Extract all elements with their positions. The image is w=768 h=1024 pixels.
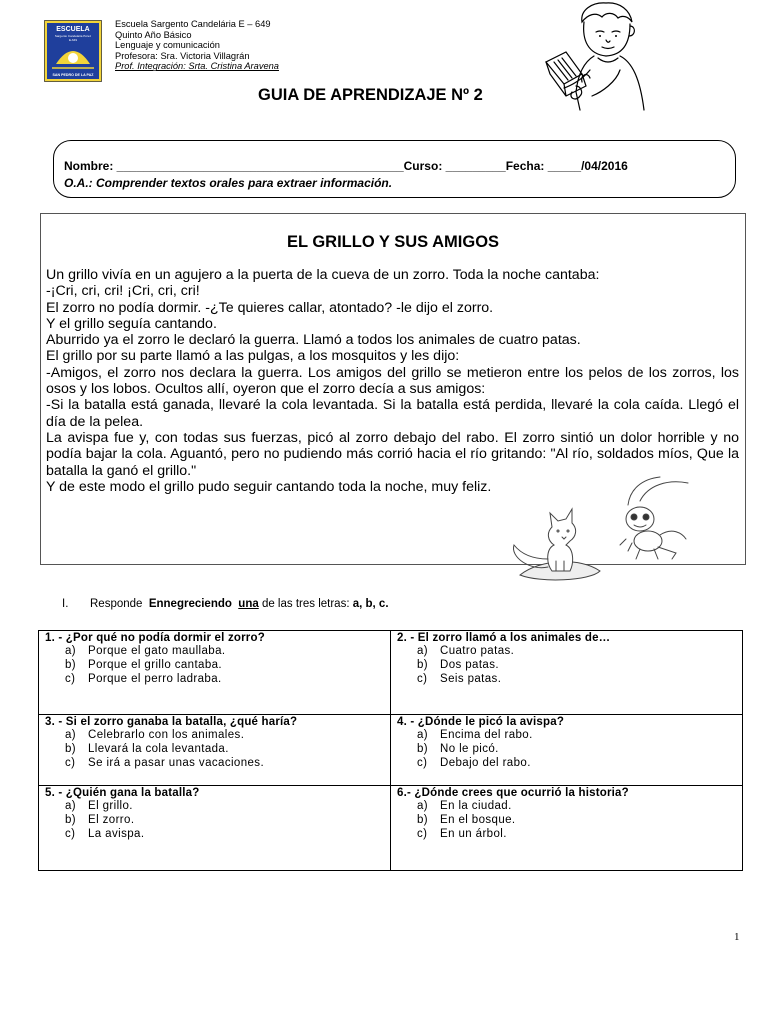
question-2: 2. - El zorro llamó a los animales de… [397,632,611,644]
option-2c[interactable]: c) Seis patas. [417,673,502,685]
instruction [62,598,389,610]
school-crest-logo [44,20,102,82]
instruction-pre: Responde [90,598,146,610]
option-2a[interactable]: a) Cuatro patas. [417,645,515,657]
story-line: -Amigos, el zorro nos declara la guerra. Los amigos del grillo se metieron entre los pelos de los zorros, los osos y los lobos. Ocultos allí, oyeron que el zorro decía a sus amigos: [46,364,739,398]
page-number: 1 [734,931,740,943]
option-4b[interactable]: b) No le picó. [417,743,499,755]
question-cell [39,786,391,871]
option-6c[interactable]: c) En un árbol. [417,828,507,840]
question-cell [39,715,391,786]
fox-and-cricket-illustration [500,475,700,585]
story-line: Aburrido ya el zorro le declaró la guerra. Llamó a todos los animales de cuatro patas. [46,332,581,349]
question-cell [391,715,743,786]
crest-footer: SAN PEDRO DE LA PAZ [52,73,94,77]
question-1: 1. - ¿Por qué no podía dormir el zorro? [45,632,265,644]
option-5a[interactable]: a) El grillo. [65,800,133,812]
question-cell [391,786,743,871]
questions-table [38,630,743,871]
option-6b[interactable]: b) En el bosque. [417,814,516,826]
option-3c[interactable]: c) Se irá a pasar unas vacaciones. [65,757,265,769]
option-4c[interactable]: c) Debajo del rabo. [417,757,531,769]
story-line: Un grillo vivía en un agujero a la puerta de la cueva de un zorro. Toda la noche cantaba: [46,267,600,283]
story-line: El grillo por su parte llamó a las pulgas, a los mosquitos y les dijo: [46,348,460,365]
story-line: La avispa fue y, con todas sus fuerzas, picó al zorro debajo del rabo. El zorro sintió un dolor horrible y no podía bajar la cola. Aguantó, pero no pudiendo más corrió hacia el río gritando: "Al río, soldados míos, Que la batalla la ganó el grillo." [46,429,739,479]
option-3b[interactable]: b) Llevará la cola levantada. [65,743,229,755]
story-line: Y el grillo seguía cantando. [46,315,217,332]
option-5c[interactable]: c) La avispa. [65,828,145,840]
option-6a[interactable]: a) En la ciudad. [417,800,512,812]
integration-teacher: Prof. Integración: Srta. Cristina Aravena [115,61,279,72]
option-1a[interactable]: a) Porque el gato maullaba. [65,645,226,657]
story-line: El zorro no podía dormir. -¿Te quieres callar, atontado? -le dijo el zorro. [46,299,494,316]
student-info-box [53,140,736,198]
instruction-bold: Ennegreciendo [148,598,232,610]
instruction-number: I. [62,598,69,610]
story-line: -¡Cri, cri, cri! ¡Cri, cri, cri! [46,283,200,300]
student-name-line: Nombre: ___________________________________________Curso: _________Fecha: _____/04/2016 [64,159,628,173]
option-1c[interactable]: c) Porque el perro ladraba. [65,673,222,685]
crest-number: E-649 [68,38,78,42]
subject: Lenguaje y comunicación [115,40,220,51]
question-4: 4. - ¿Dónde le picó la avispa? [397,716,565,728]
question-3: 3. - Si el zorro ganaba la batalla, ¿qué haría? [45,716,298,728]
story-line: Y de este modo el grillo pudo seguir cantando toda la noche, muy feliz. [46,478,492,495]
crest-title: ESCUELA [56,26,90,33]
story-line: -Si la batalla está ganada, llevaré la cola levantada. Si la batalla está perdida, llevaré la cola caída. Llegó el día de la pelea. [46,397,739,430]
school-info [115,19,279,72]
option-2b[interactable]: b) Dos patas. [417,659,499,671]
instruction-underlined: una [238,598,259,610]
option-4a[interactable]: a) Encima del rabo. [417,729,533,741]
option-3a[interactable]: a) Celebrarlo con los animales. [65,729,245,741]
learning-objective: O.A.: Comprender textos orales para extraer información. [64,176,393,190]
option-5b[interactable]: b) El zorro. [65,814,135,826]
crest-subtitle: Sargento Candelaria Pérez [54,34,92,38]
page-title: GUIA DE APRENDIZAJE Nº 2 [258,86,483,104]
question-cell [39,631,391,715]
question-6: 6.- ¿Dónde crees que ocurrió la historia? [397,787,629,799]
instruction-letters: a, b, c. [352,598,389,610]
boy-reading-illustration [520,0,670,112]
instruction-post: de las tres letras: [258,598,353,610]
question-5: 5. - ¿Quién gana la batalla? [45,787,200,799]
question-cell [391,631,743,715]
option-1b[interactable]: b) Porque el grillo cantaba. [65,659,223,671]
story-title: EL GRILLO Y SUS AMIGOS [286,233,500,251]
school-name: Escuela Sargento Candelária E – 649 [115,19,271,29]
teacher: Profesora: Sra. Victoria Villagrán [115,50,250,61]
grade: Quinto Año Básico [115,29,192,40]
story-text [46,267,739,495]
